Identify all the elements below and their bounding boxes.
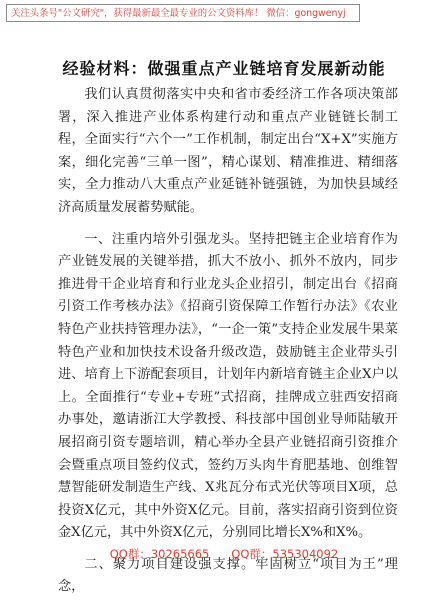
document-body	[58, 84, 398, 608]
page-title: 经验材料：做强重点产业链培育发展新动能	[62, 59, 386, 78]
promo-banner: 关注头条号"公文研究"，获得最新最全最专业的公文资料库！ 微信：gongwenyj	[6, 4, 360, 22]
section-two-paragraph: 二、聚力项目建设强支撑。牢固树立“项目为王”理念，	[58, 556, 398, 595]
qq-group-footer: QQ群：30265665 QQ群：535304092	[109, 547, 339, 561]
intro-paragraph: 我们认真贯彻落实中央和省市委经济工作各项决策部署，深入推进产业体系构建行动和重点产业链链长制工程，全面实行“六个一”工作机制，制定出台“X+X”实施方案，细化完善“三单一图”，精心谋划、精准推进、精细落实，全力推动八大重点产业延链补链强链，为加快县域经济高质量发展蓄势赋能。	[58, 87, 398, 215]
section-one-paragraph: 一、注重内培外引强龙头。坚持把链主企业培育作为产业链发展的关键举措，抓大不放小、抓外不放内，同步推进骨干企业培育和行业龙头企业招引，制定出台《招商引资工作考核办法》《招商引资保障工作暂行办法》《农业特色产业扶持管理办法》，“一企一策”支持企业发展牛果菜特色产业和加快技术设备升级改造，鼓励链主企业带头引进、培育上下游配套项目，计划年内新培育链主企业X户以上。全面推行“专业+专班”式招商，挂牌成立驻西安招商办事处，邀请浙江大学教授、科技部中国创业导师陆敏开展招商引资专题培训，精心举办全县产业链招商引资推介会暨重点项目签约仪式，签约万头肉牛育肥基地、创维智慧智能研发制造生产线、X兆瓦分布式光伏等项目X项，总投资X亿元，其中外资X亿元。目前，落实招商引资到位资金X亿元，其中外资X亿元，分别同比增长X%和X%。	[58, 231, 398, 541]
